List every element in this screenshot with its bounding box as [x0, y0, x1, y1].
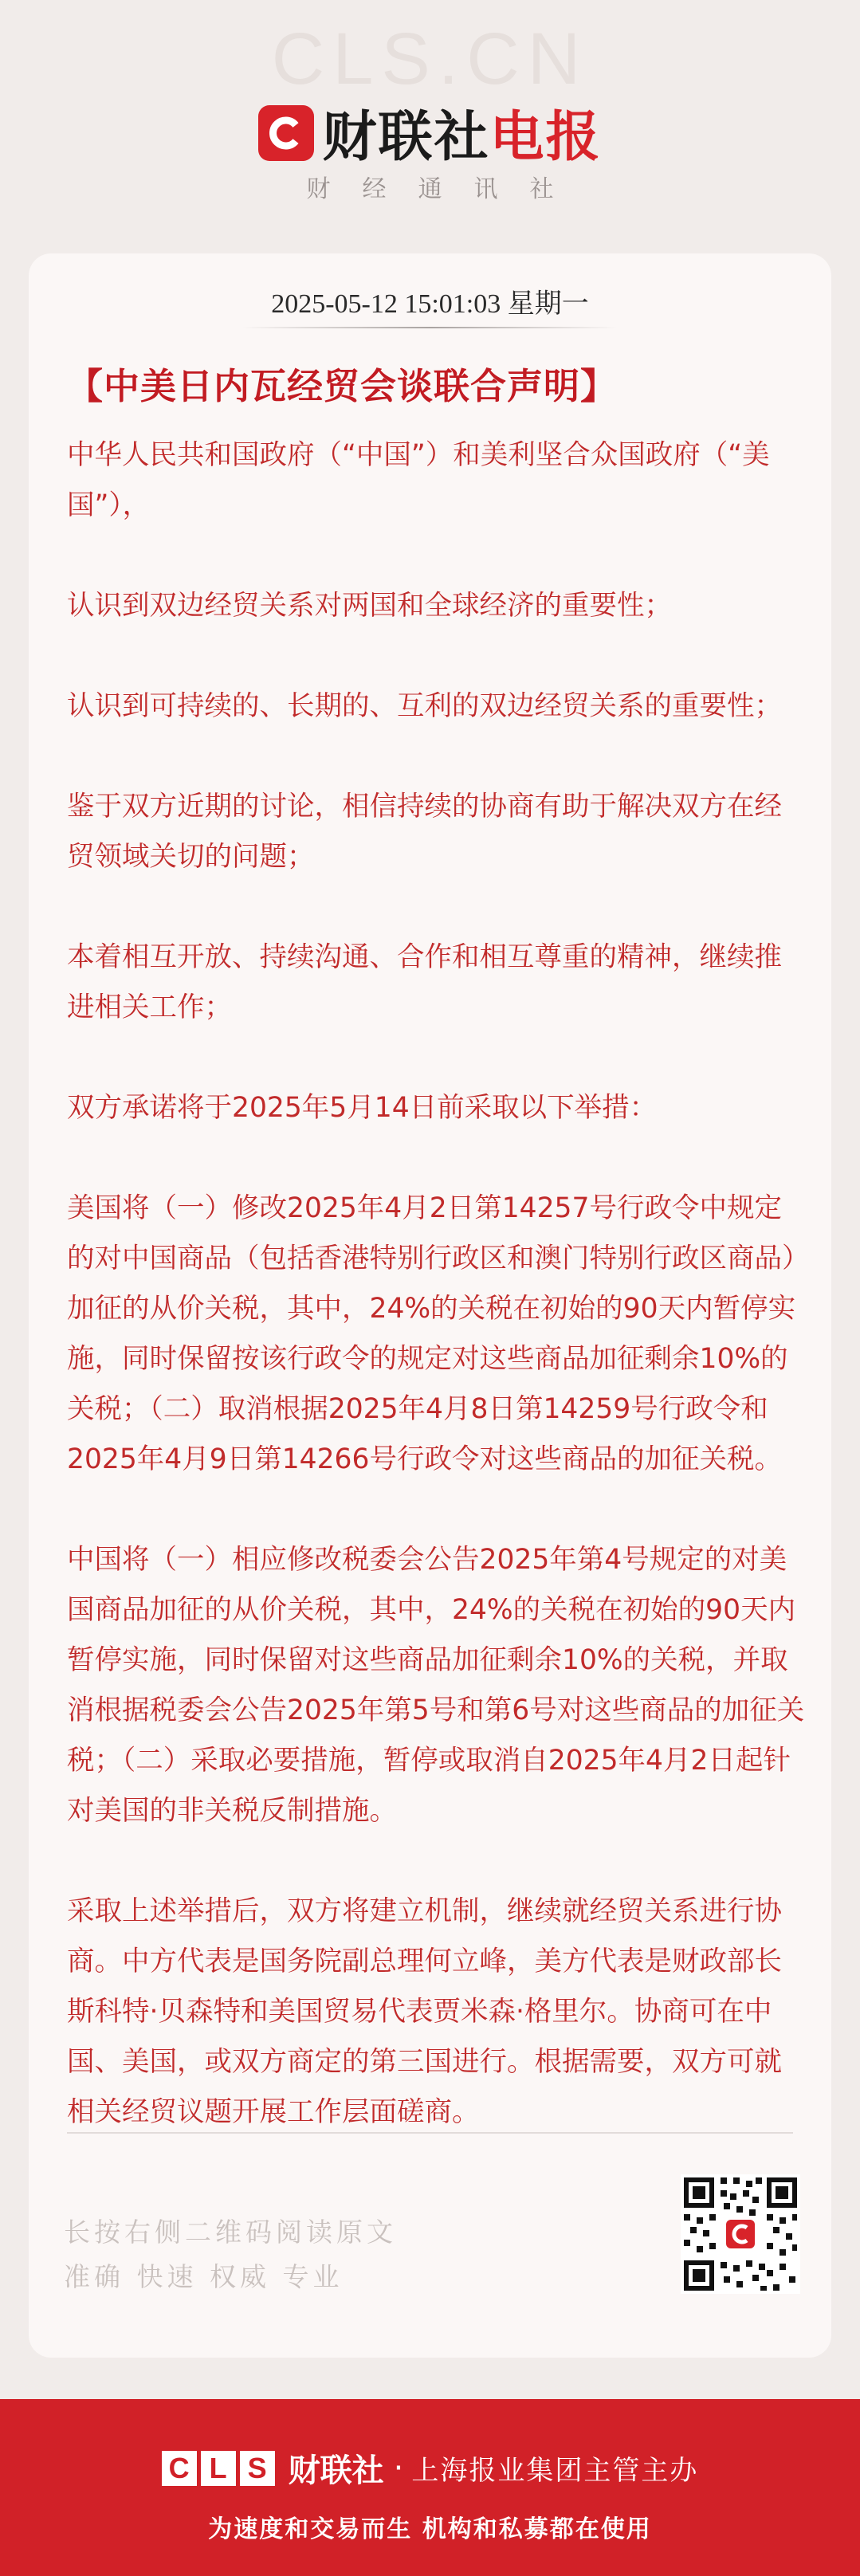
paragraph: 鉴于双方近期的讨论，相信持续的协商有助于解决双方在经贸领域关切的问题； — [67, 791, 782, 873]
cls-logo-icon — [258, 105, 314, 161]
footer-banner — [0, 2399, 860, 2576]
article-card — [29, 253, 831, 2358]
footer-brand: 财联社 — [288, 2452, 384, 2489]
qr-hint — [64, 2210, 397, 2299]
qr-hint-line1: 长按右侧二维码阅读原文 — [64, 2217, 397, 2248]
footer-org: 上海报业集团主管主办 — [411, 2455, 699, 2487]
paragraph: 美国将（一）修改2025年4月2日第14257号行政令中规定的对中国商品（包括香港特别行政区和澳门特别行政区商品）加征的从价关税，其中，24%的关税在初始的90天内暂停实施，同时保留按该行政令的规定对这些商品加征剩余10%的关税；（二）取消根据2025年4月8日第14259号行政令和2025年4月9日第14266号行政令对这些商品的加征关税。 — [67, 1192, 796, 1475]
paragraph: 认识到可持续的、长期的、互利的双边经贸关系的重要性； — [67, 690, 782, 722]
brand-subtitle: 财经通讯社 — [306, 175, 586, 203]
date-divider — [242, 327, 617, 328]
cls-letter: L — [201, 2451, 236, 2486]
paragraph: 中国将（一）相应修改税委会公告2025年第4号规定的对美国商品加征的从价关税，其中，24%的关税在初始的90天内暂停实施，同时保留对这些商品加征剩余10%的关税，并取消根据税委会公告2025年第5号和第6号对这些商品的加征关税；（二）采取必要措施，暂停或取消自2025年4月2日起针对美国的非关税反制措施。 — [67, 1544, 805, 1827]
paragraph: 认识到双边经贸关系对两国和全球经济的重要性； — [67, 590, 672, 622]
content-divider — [67, 2132, 793, 2134]
qr-hint-line2: 准确 快速 权威 专业 — [64, 2261, 344, 2292]
cls-letter: C — [162, 2451, 197, 2486]
article-body — [67, 430, 808, 2188]
cls-wordmark — [162, 2451, 279, 2486]
paragraph: 双方承诺将于2025年5月14日前采取以下举措： — [67, 1092, 658, 1124]
paragraph: 采取上述举措后，双方将建立机制，继续就经贸关系进行协商。中方代表是国务院副总理何立峰，美方代表是财政部长斯科特·贝森特和美国贸易代表贾米森·格里尔。协商可在中国、美国，或双方商定的第三国进行。根据需要，双方可就相关经贸议题开展工作层面磋商。 — [67, 1895, 782, 2128]
brand-accent: 电报 — [489, 106, 602, 169]
qr-code-icon[interactable] — [681, 2174, 800, 2294]
paragraph: 中华人民共和国政府（“中国”）和美利坚合众国政府（“美国”）， — [67, 439, 770, 521]
cls-letter: S — [240, 2451, 275, 2486]
footer-slogan: 为速度和交易而生 机构和私募都在使用 — [208, 2515, 652, 2543]
footer-separator: · — [393, 2449, 404, 2487]
qr-center-logo-icon — [726, 2220, 755, 2248]
brand-logo — [0, 94, 860, 171]
publish-datetime: 2025-05-12 15:01:03 星期一 — [271, 289, 589, 319]
article-title: 【中美日内瓦经贸会谈联合声明】 — [67, 365, 618, 407]
paragraph: 本着相互开放、持续沟通、合作和相互尊重的精神，继续推进相关工作； — [67, 941, 782, 1023]
watermark-text: CLS.CN — [271, 18, 589, 100]
brand-name: 财联社 — [322, 106, 490, 169]
